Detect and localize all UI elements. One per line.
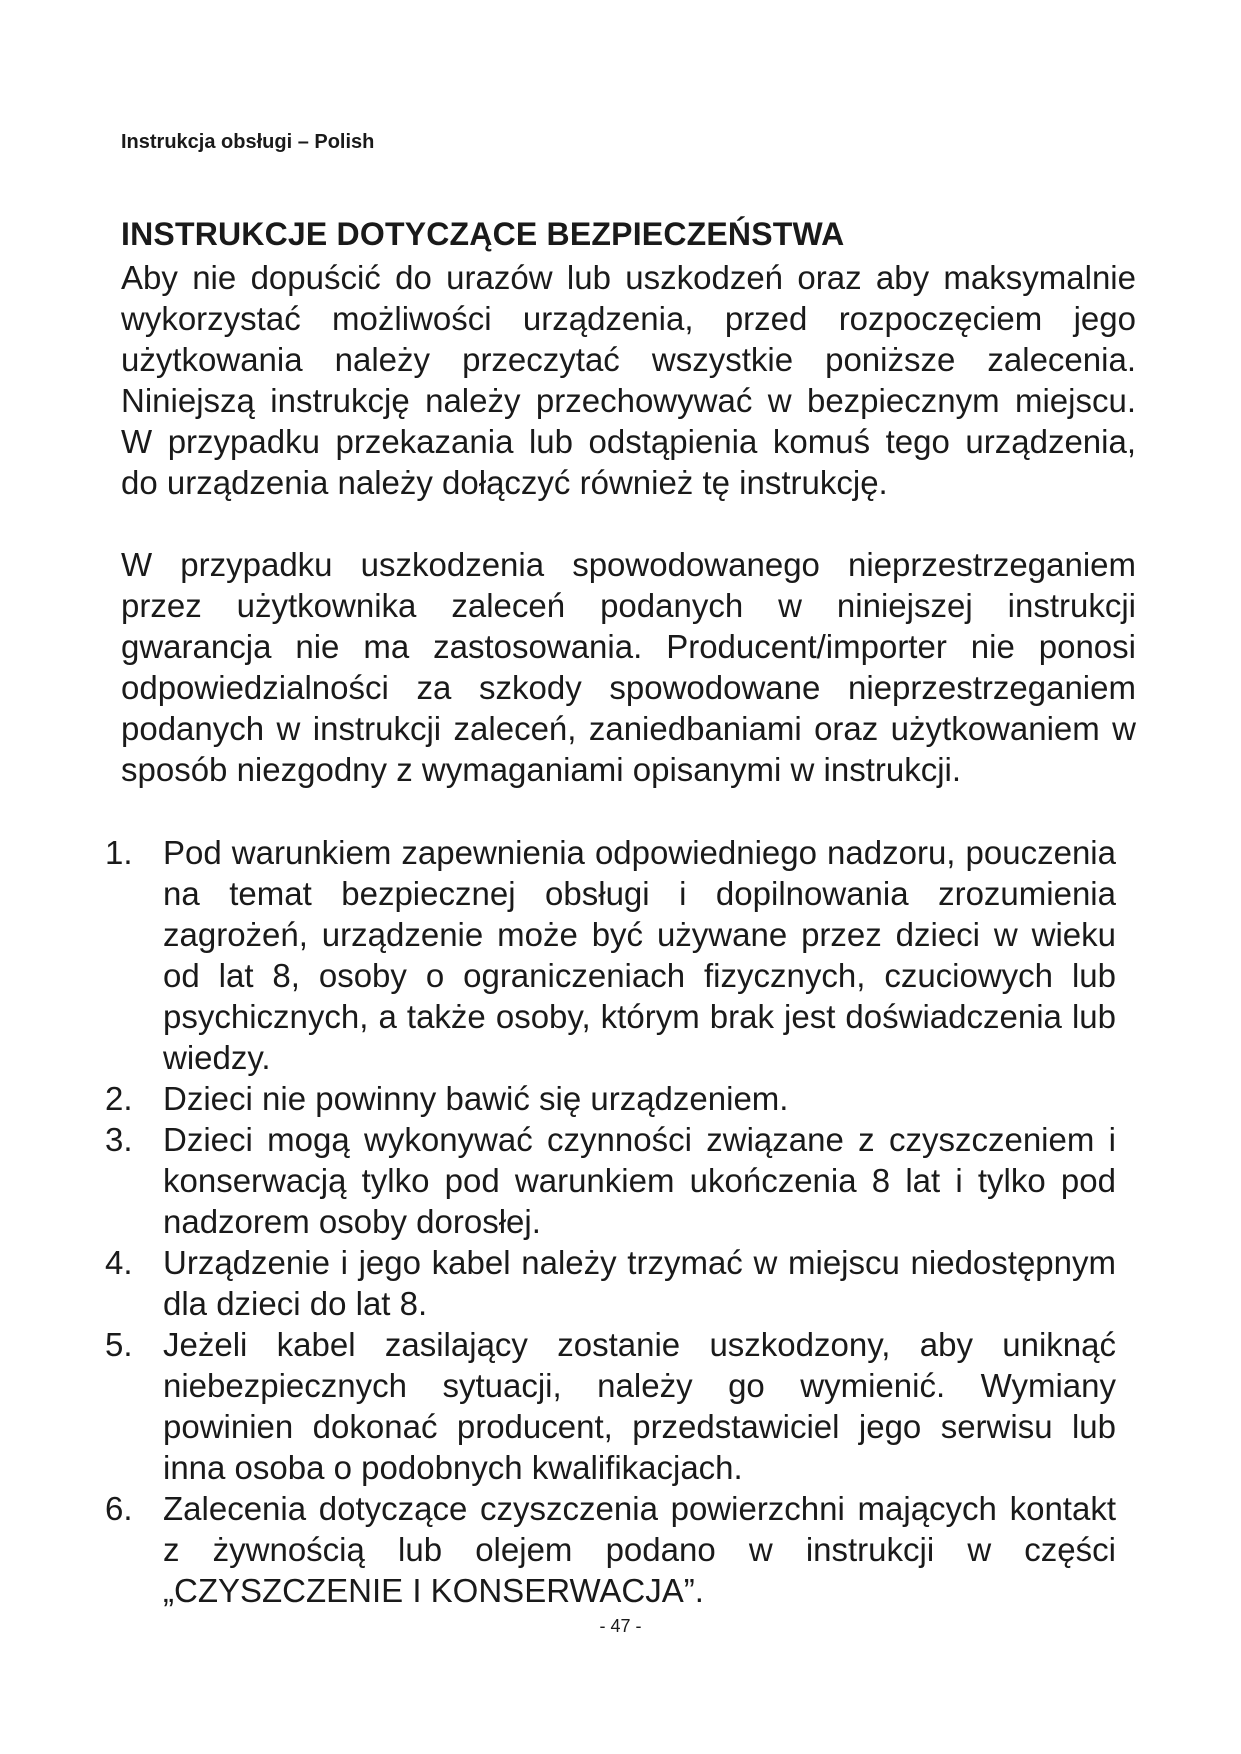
list-item-number: 2.: [105, 1080, 133, 1117]
list-item: [0, 1324, 1116, 1488]
list-item: [0, 1488, 1116, 1611]
list-item: [0, 1242, 1116, 1324]
list-item-number: 4.: [105, 1244, 133, 1281]
warranty-paragraph: W przypadku uszkodzenia spowodowanego nieprzestrzeganiem przez użytkownika zaleceń podanych w niniejszej instrukcji gwarancja nie ma zastosowania. Producent/importer nie ponosi odpowiedzialności za szkody spowodowane nieprzestrzeganiem podanych w instrukcji zaleceń, zaniedbaniami oraz użytkowaniem w sposób niezgodny z wymaganiami opisanymi w instrukcji.: [121, 546, 1136, 788]
list-item-number: 3.: [105, 1121, 133, 1158]
list-item-number: 6.: [105, 1490, 133, 1527]
list-item-text: Urządzenie i jego kabel należy trzymać w miejscu niedostępnym dla dzieci do lat 8.: [163, 1244, 1116, 1322]
section-title: INSTRUKCJE DOTYCZĄCE BEZPIECZEŃSTWA: [121, 216, 845, 252]
list-item-text: Dzieci mogą wykonywać czynności związane z czyszczeniem i konserwacją tylko pod warunkiem ukończenia 8 lat i tylko pod nadzorem osoby dorosłej.: [163, 1121, 1116, 1240]
list-item: [0, 1119, 1116, 1242]
list-item-number: 5.: [105, 1326, 133, 1363]
intro-paragraph: Aby nie dopuścić do urazów lub uszkodzeń oraz aby maksymalnie wykorzystać możliwości urządzenia, przed rozpoczęciem jego użytkowania należy przeczytać wszystkie poniższe zalecenia. Niniejszą instrukcję należy przechowywać w bezpiecznym miejscu. W przypadku przekazania lub odstąpienia komuś tego urządzenia, do urządzenia należy dołączyć również tę instrukcję.: [121, 259, 1136, 501]
running-header: Instrukcja obsługi – Polish: [121, 131, 375, 153]
list-item: [0, 1078, 1116, 1119]
safety-instructions-list: [0, 832, 1241, 1611]
list-item-text: Zalecenia dotyczące czyszczenia powierzchni mających kontakt z żywnością lub olejem podano w instrukcji w części „CZYSZCZENIE I KONSERWACJA”.: [163, 1490, 1116, 1609]
list-item-text: Dzieci nie powinny bawić się urządzeniem.: [163, 1080, 789, 1117]
list-item: [0, 832, 1116, 1078]
list-item-text: Pod warunkiem zapewnienia odpowiedniego nadzoru, pouczenia na temat bezpiecznej obsługi i dopilnowania zrozumienia zagrożeń, urządzenie może być używane przez dzieci w wieku od lat 8, osoby o ograniczeniach fizycznych, czuciowych lub psychicznych, a także osoby, którym brak jest doświadczenia lub wiedzy.: [163, 834, 1116, 1076]
list-item-number: 1.: [105, 834, 133, 871]
list-item-text: Jeżeli kabel zasilający zostanie uszkodzony, aby uniknąć niebezpiecznych sytuacji, należy go wymienić. Wymiany powinien dokonać producent, przedstawiciel jego serwisu lub inna osoba o podobnych kwalifikacjach.: [163, 1326, 1116, 1486]
page-number: - 47 -: [599, 1616, 642, 1636]
